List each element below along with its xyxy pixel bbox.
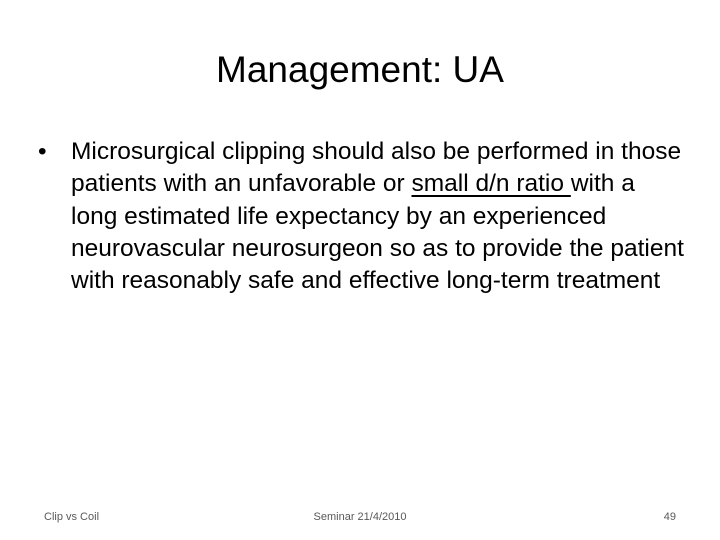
bullet-text-after: with a long estimated life expectancy by an experienced neurovascular neurosurgeon so as to provide the patient with reasonably safe and effective long-term treatment [71,170,684,295]
bullet-text-before: Microsurgical clipping should also be performed in those patients with an unfavorable or [71,138,682,198]
bullet-text-underlined: small d/n ratio [411,170,571,198]
footer-date: Seminar 21/4/2010 [313,511,407,523]
slide-title: Management: UA [216,49,504,90]
bullet-list [36,136,686,297]
bullet-marker: • [38,138,47,165]
bullet-item [36,136,686,297]
slide-number: 49 [663,511,676,523]
footer-left: Clip vs Coil [44,511,100,523]
